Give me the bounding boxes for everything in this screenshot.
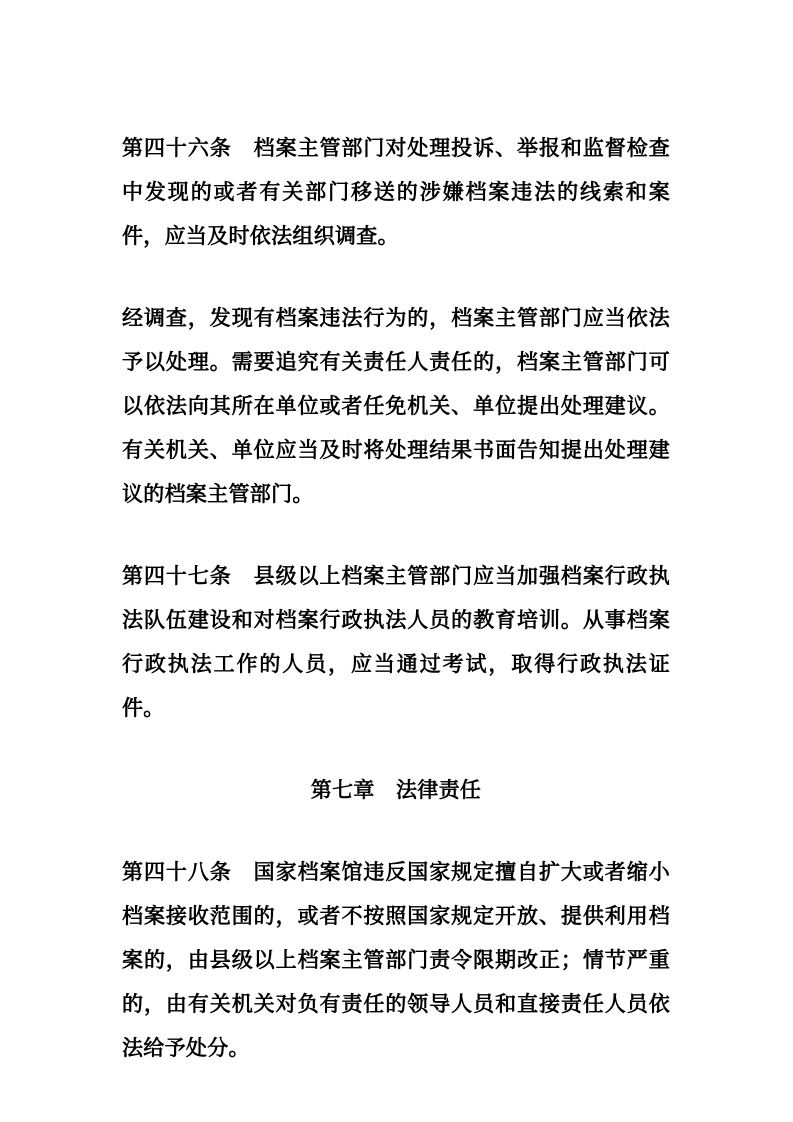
document-text-block (122, 126, 670, 1108)
article-46-paragraph-2: 经调查，发现有档案违法行为的，档案主管部门应当依法予以处理。需要追究有关责任人责任的，档案主管部门可以依法向其所在单位或者任免机关、单位提出处理建议。有关机关、单位应当及时将处理结果书面告知提出处理建议的档案主管部门。 (122, 306, 670, 506)
article-47-paragraph: 第四十七条 县级以上档案主管部门应当加强档案行政执法队伍建设和对档案行政执法人员的教育培训。从事档案行政执法工作的人员，应当通过考试，取得行政执法证件。 (122, 564, 670, 720)
article-46-paragraph: 第四十六条 档案主管部门对处理投诉、举报和监督检查中发现的或者有关部门移送的涉嫌档案违法的线索和案件，应当及时依法组织调查。 (122, 136, 670, 248)
article-48-paragraph: 第四十八条 国家档案馆违反国家规定擅自扩大或者缩小档案接收范围的，或者不按照国家规定开放、提供利用档案的，由县级以上档案主管部门责令限期改正；情节严重的，由有关机关对负有责任的领导人员和直接责任人员依法给予处分。 (122, 860, 670, 1060)
chapter-7-heading: 第七章 法律责任 (310, 778, 482, 802)
